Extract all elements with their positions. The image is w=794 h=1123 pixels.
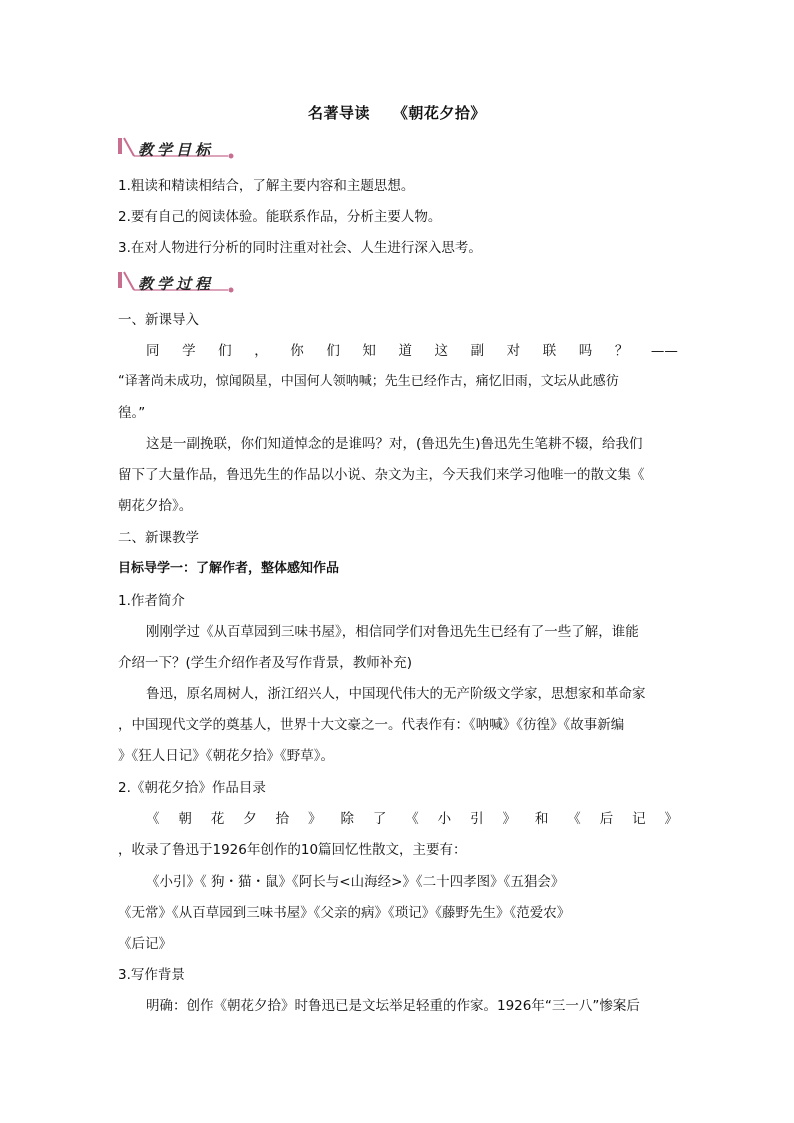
char: 后	[599, 811, 614, 827]
page-title: 名著导读 《朝花夕拾》	[308, 104, 486, 122]
paragraph-line: 》《狂人日记》《朝花夕拾》《野草》。	[118, 748, 334, 764]
char: 你	[290, 343, 304, 359]
couplet-line: 徨。”	[118, 405, 146, 421]
char: 们	[218, 343, 232, 359]
couplet-line: “译著尚未成功，惊闻陨星，中国何人领呐喊；先生已经作古，痛忆旧雨，文坛从此感彷	[118, 374, 619, 389]
paragraph-line: ，中国现代文学的奠基人，世界十大文豪之一。代表作有：《呐喊》《彷徨》《故事新编	[118, 717, 625, 733]
char: 花	[210, 811, 225, 827]
char: 拾	[275, 811, 290, 827]
char: 》	[502, 811, 516, 827]
teach-heading: 二、新课教学	[118, 530, 199, 546]
section-heading-objectives	[118, 136, 248, 162]
char: 吗	[578, 343, 593, 359]
paragraph-line: 这是一副挽联，你们知道悼念的是谁吗？对，(鲁迅先生)鲁迅先生笔耕不辍，给我们	[146, 436, 643, 452]
char: 除	[340, 811, 354, 827]
char: 》	[664, 811, 678, 827]
background-heading: 3.写作背景	[118, 967, 185, 983]
char: 《	[567, 811, 581, 827]
char: 学	[182, 343, 196, 359]
catalog-list-line: 《无常》《从百草园到三味书屋》《父亲的病》《琐记》《藤野先生》《范爱农》	[118, 905, 571, 921]
section-heading-process	[118, 270, 248, 296]
paragraph-line: 刚刚学过《从百草园到三味书屋》，相信同学们对鲁迅先生已经有了一些了解，谁能	[146, 624, 639, 640]
author-heading: 1.作者简介	[118, 593, 185, 609]
char: ？	[614, 343, 629, 359]
catalog-heading: 2.《朝花夕拾》作品目录	[118, 780, 266, 796]
catalog-spaced-line	[146, 809, 678, 829]
char: 《	[146, 811, 160, 827]
char: 们	[326, 343, 340, 359]
section-heading-label: 教学过程	[138, 275, 215, 293]
couplet-question-line	[146, 341, 678, 361]
char: 《	[405, 811, 419, 827]
char: 和	[534, 811, 549, 827]
char: 了	[372, 811, 387, 827]
char: 小	[437, 811, 452, 827]
char: 对	[506, 343, 521, 359]
intro-heading: 一、新课导入	[118, 312, 199, 328]
char: 朝	[178, 811, 192, 827]
char: 道	[398, 343, 412, 359]
catalog-list-line: 《后记》	[118, 936, 172, 952]
char: ，	[254, 343, 268, 359]
paragraph-line: 介绍一下？(学生介绍作者及写作背景，教师补充)	[118, 655, 413, 671]
char: 同	[146, 343, 160, 359]
char: 引	[470, 811, 484, 827]
paragraph-line: 鲁迅，原名周树人，浙江绍兴人，中国现代伟大的无产阶级文学家，思想家和革命家	[146, 686, 646, 702]
paragraph-line: 明确：创作《朝花夕拾》时鲁迅已是文坛举足轻重的作家。1926年“三一八”惨案后	[146, 998, 640, 1014]
goal-heading: 目标导学一：了解作者，整体感知作品	[118, 561, 340, 576]
objective-3: 3.在对人物进行分析的同时注重对社会、人生进行深入思考。	[118, 240, 482, 256]
char: 联	[542, 343, 557, 359]
paragraph-line: 留下了大量作品，鲁迅先生的作品以小说、杂文为主，今天我们来学习他唯一的散文集《	[118, 467, 645, 483]
char: 记	[632, 811, 646, 827]
char: 夕	[243, 811, 257, 827]
char: 知	[362, 343, 376, 359]
paragraph-line: ，收录了鲁迅于1926年创作的10篇回忆性散文，主要有：	[118, 842, 467, 858]
char: 这	[434, 343, 448, 359]
char: 》	[308, 811, 322, 827]
objective-2: 2.要有自己的阅读体验。能联系作品，分析主要人物。	[118, 209, 442, 225]
section-heading-label: 教学目标	[138, 141, 215, 159]
paragraph-line: 朝花夕拾》。	[118, 498, 193, 514]
char: 副	[470, 343, 485, 359]
objective-1: 1.粗读和精读相结合，了解主要内容和主题思想。	[118, 178, 415, 194]
char: ——	[650, 343, 678, 359]
catalog-list-line: 《小引》《 狗・猫・鼠》《阿长与<山海经>》《二十四孝图》《五猖会》	[146, 874, 565, 890]
